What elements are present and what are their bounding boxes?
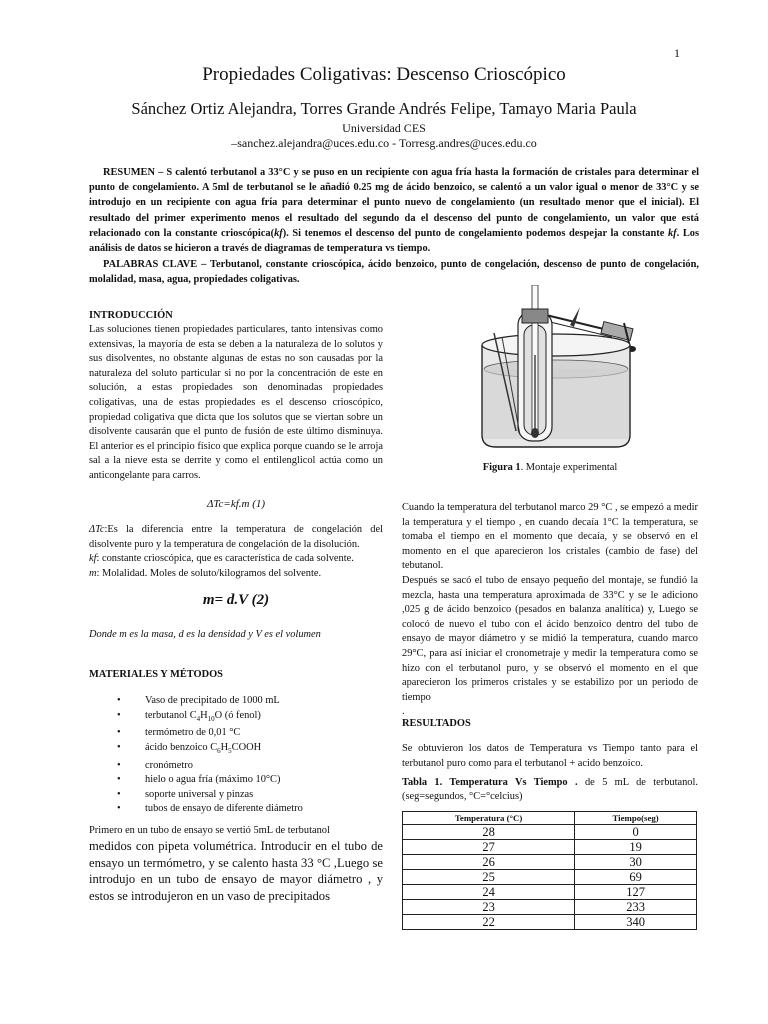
equation-2: m= d.V (2)	[202, 592, 270, 608]
keywords-label: PALABRAS CLAVE –	[103, 259, 207, 270]
table-row: 23 233	[403, 900, 697, 915]
materials-list	[117, 694, 387, 817]
procedure-continued: medidos con pipeta volumétrica. Introducir en el tubo de ensayo un termómetro, y se calento hasta 33 °C ,Luego se introdujo en un tubo de ensayo de mayor diámetro , y estos se introdujeron en un vaso de precipitados	[89, 839, 383, 903]
definitions: ΔTc:Es la diferencia entre la temperatura de congelación del disolvente puro y la temperatura de congelación de la disolución. kf: constante crioscópica, que es característica de cada solvente. m: Molalidad. Moles de soluto/kilogramos del solvente.	[89, 524, 383, 579]
column-header-time: Tiempo(seg)	[575, 812, 697, 825]
results-text: Se obtuvieron los datos de Temperatura vs Tiempo tanto para el terbutanol puro como para el terbutanol + acido benzoico.	[402, 743, 698, 769]
intro-heading: INTRODUCCIÓN	[89, 310, 173, 321]
table-row: 27 19	[403, 840, 697, 855]
authors: Sánchez Ortiz Alejandra, Torres Grande Andrés Felipe, Tamayo Maria Paula	[131, 99, 637, 118]
intro-text: Las soluciones tienen propiedades particulares, tanto intensivas como extensivas, la mayoría de esta se deben a la naturaleza de lo solutos y sus disolventes, no obstante algunas de estas no son causadas por la naturaleza del soluto particular si no por la concentración de este en solución, a estas propiedades son denominadas propiedades coligativas, una de estas propiedades es el descenso crioscópico, propiedad coligativa que dicta que los solutos que se viertan sobre un disolvente causarán que el punto de fusión de este último disminuya. El anterior es el principio físico que explica porque cuando se le arroja sal a la nieve esta se derrite y como el entilenglicol actúa como un anticongelante para carros.	[89, 324, 383, 481]
table-row: 22 340	[403, 915, 697, 930]
experimental-setup-figure	[462, 285, 658, 457]
list-item: • hielo o agua fría (máximo 10°C)	[117, 773, 387, 788]
abstract-label: RESUMEN –	[103, 167, 164, 178]
equation-2-note: Donde m es la masa, d es la densidad y V es el volumen	[89, 629, 321, 640]
column-header-temperature: Temperatura (°C)	[403, 812, 575, 825]
procedure-right: Cuando la temperatura del terbutanol marco 29 °C , se empezó a medir la temperatura y el tiempo , en cuando decaía 1°C la temperatura, se tomaba el tiempo en el momento que decaía, y se observó en el momento en el que aparecieron los cristales (cambio de fase) del tebutanol. Después se sacó el tubo de ensayo pequeño del montaje, se fundió la mezcla, hasta una temperatura aproximada de 33°C y se le adiciono ,025 g de ácido benzoico (pesados en balanza analítica) y, Luego se colocó de nuevo el tubo con el ácido benzoico dentro del tubo de ensayo de mayor diámetro y se midió la temperatura, cuando marco 29°C, para así iniciar el cronometraje y medir la temperatura como se hizo con el terbutanol puro, y se observó el momento en el que aparecieron los primeros cristales y se estabilizo por un periodo de tiempo .	[402, 502, 698, 718]
table-row: 26 30	[403, 855, 697, 870]
university: Universidad CES	[342, 121, 426, 135]
list-item: • termómetro de 0,01 °C	[117, 726, 387, 741]
abstract: RESUMEN – S calentó terbutanol a 33°C y se puso en un recipiente con agua fría hasta la formación de cristales para determinar el punto de congelamiento. A 5ml de terbutanol se le añadió 0.25 mg de ácido benzoico, se calentó a un valor igual o menor de 33°C y se introdujo en un recipiente con agua fría para determinar el punto nuevo de congelamiento (un resultado menor que el inicial). El resultado del primer experimento menos el resultado del segundo da el descenso del punto de congelamiento, un valor que está relacionado con la constante crioscópica(kf). Si tenemos el descenso del punto de congelamiento podemos despejar la constante kf. Los análisis de datos se hicieron a través de diagramas de temperatura vs tiempo.	[89, 167, 699, 255]
keywords: PALABRAS CLAVE – Terbutanol, constante crioscópica, ácido benzoico, punto de congelación, descenso de punto de congelación, molalidad, masa, agua, propiedades coligativas.	[89, 259, 699, 286]
materials-heading: MATERIALES Y MÉTODOS	[89, 669, 223, 680]
list-item: • Vaso de precipitado de 1000 mL	[117, 694, 387, 709]
list-item: • cronómetro	[117, 759, 387, 774]
paper-title: Propiedades Coligativas: Descenso Crioscópico	[202, 64, 566, 85]
procedure-start: Primero en un tubo de ensayo se vertió 5mL de terbutanol	[89, 825, 330, 836]
table-row: 24 127	[403, 885, 697, 900]
table-row: 25 69	[403, 870, 697, 885]
table-header-row	[403, 812, 697, 825]
table-caption: Tabla 1. Temperatura Vs Tiempo . de 5 mL de terbutanol. (seg=segundos, °C=°celcius)	[402, 777, 698, 802]
figure-caption: Figura 1. Montaje experimental	[482, 462, 618, 473]
list-item: • terbutanol $C_4H_{10}O$ (ó fenol)	[117, 709, 387, 727]
temperature-time-table	[402, 811, 697, 930]
equation-1: ΔTc=kf.m (1)	[206, 498, 266, 510]
results-heading: RESULTADOS	[402, 718, 471, 729]
list-item: • soporte universal y pinzas	[117, 788, 387, 803]
list-item: • tubos de ensayo de diferente diámetro	[117, 802, 387, 817]
table-row: 28 0	[403, 825, 697, 840]
author-emails: –sanchez.alejandra@uces.edu.co - Torresg.andres@uces.edu.co	[231, 136, 537, 150]
list-item: • ácido benzoico $C_6H_5COOH$	[117, 741, 387, 759]
page-number: 1	[674, 46, 680, 60]
